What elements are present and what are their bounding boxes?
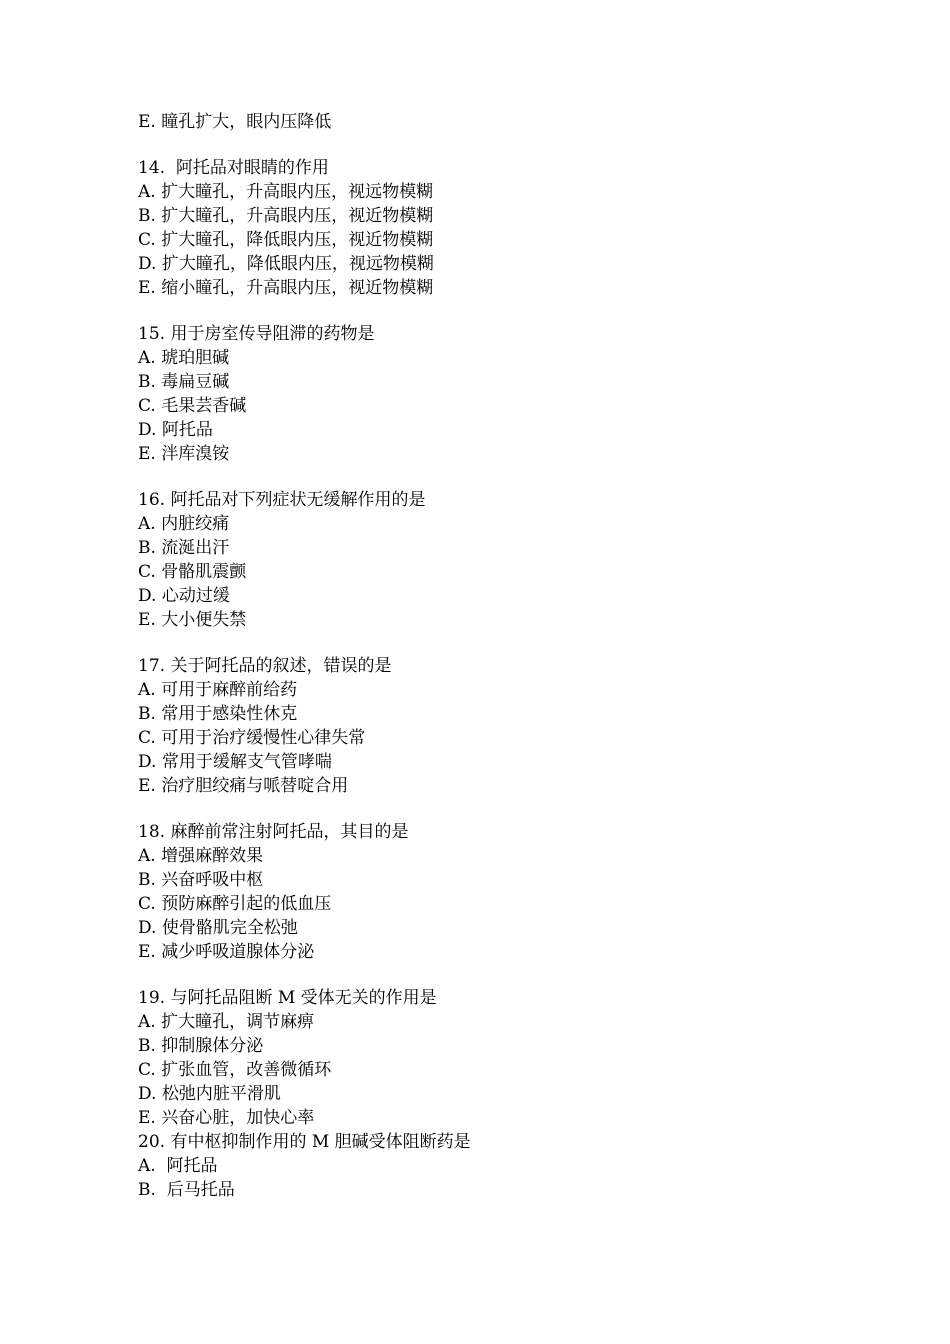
spacer [138, 964, 898, 986]
question-page [138, 110, 898, 1202]
option-line: E. 大小便失禁 [138, 610, 247, 630]
option-line: E. 减少呼吸道腺体分泌 [138, 942, 315, 962]
option-line: D. 使骨骼肌完全松弛 [138, 918, 298, 938]
question-stem: 15. 用于房室传导阻滞的药物是 [138, 324, 375, 344]
question-stem: 16. 阿托品对下列症状无缓解作用的是 [138, 490, 426, 510]
option-line: A. 可用于麻醉前给药 [138, 680, 298, 700]
option-line: E. 泮库溴铵 [138, 444, 230, 464]
option-line: D. 心动过缓 [138, 586, 230, 606]
option-line: C. 可用于治疗缓慢性心律失常 [138, 728, 366, 748]
option-line: D. 阿托品 [138, 420, 213, 440]
option-line: A. 阿托品 [138, 1156, 218, 1176]
option-line: A. 内脏绞痛 [138, 514, 230, 534]
question-stem: 19. 与阿托品阻断 M 受体无关的作用是 [138, 988, 437, 1008]
option-line: B. 流涎出汗 [138, 538, 230, 558]
question-stem: 20. 有中枢抑制作用的 M 胆碱受体阻断药是 [138, 1132, 471, 1152]
option-line: D. 松弛内脏平滑肌 [138, 1084, 281, 1104]
option-line: E. 治疗胆绞痛与哌替啶合用 [138, 776, 349, 796]
question-16 [138, 488, 898, 632]
option-line: A. 增强麻醉效果 [138, 846, 264, 866]
option-line: A. 扩大瞳孔，调节麻痹 [138, 1012, 315, 1032]
question-20 [138, 1130, 898, 1202]
option-line: C. 骨骼肌震颤 [138, 562, 247, 582]
question-stem: 14. 阿托品对眼睛的作用 [138, 158, 329, 178]
question-19 [138, 986, 898, 1130]
option-line: B. 常用于感染性休克 [138, 704, 298, 724]
option-line: E. 缩小瞳孔，升高眼内压，视近物模糊 [138, 278, 434, 298]
spacer [138, 134, 898, 156]
spacer [138, 798, 898, 820]
question-15 [138, 322, 898, 466]
option-line: D. 常用于缓解支气管哮喘 [138, 752, 332, 772]
spacer [138, 300, 898, 322]
option-line: B. 抑制腺体分泌 [138, 1036, 264, 1056]
option-line: A. 琥珀胆碱 [138, 348, 230, 368]
question-14 [138, 156, 898, 300]
option-line: B. 毒扁豆碱 [138, 372, 230, 392]
option-line: C. 预防麻醉引起的低血压 [138, 894, 332, 914]
spacer [138, 466, 898, 488]
spacer [138, 632, 898, 654]
option-line: D. 扩大瞳孔，降低眼内压，视远物模糊 [138, 254, 434, 274]
option-line: C. 毛果芸香碱 [138, 396, 247, 416]
question-18 [138, 820, 898, 964]
question-stem: 17. 关于阿托品的叙述，错误的是 [138, 656, 392, 676]
option-line: B. 兴奋呼吸中枢 [138, 870, 264, 890]
option-line: A. 扩大瞳孔，升高眼内压，视远物模糊 [138, 182, 434, 202]
option-line: C. 扩大瞳孔，降低眼内压，视近物模糊 [138, 230, 434, 250]
question-stem: 18. 麻醉前常注射阿托品，其目的是 [138, 822, 409, 842]
question-17 [138, 654, 898, 798]
option-line: B. 后马托品 [138, 1180, 235, 1200]
option-line: E. 瞳孔扩大，眼内压降低 [138, 112, 332, 132]
option-line: E. 兴奋心脏，加快心率 [138, 1108, 315, 1128]
option-line: C. 扩张血管，改善微循环 [138, 1060, 332, 1080]
option-line: B. 扩大瞳孔，升高眼内压，视近物模糊 [138, 206, 434, 226]
